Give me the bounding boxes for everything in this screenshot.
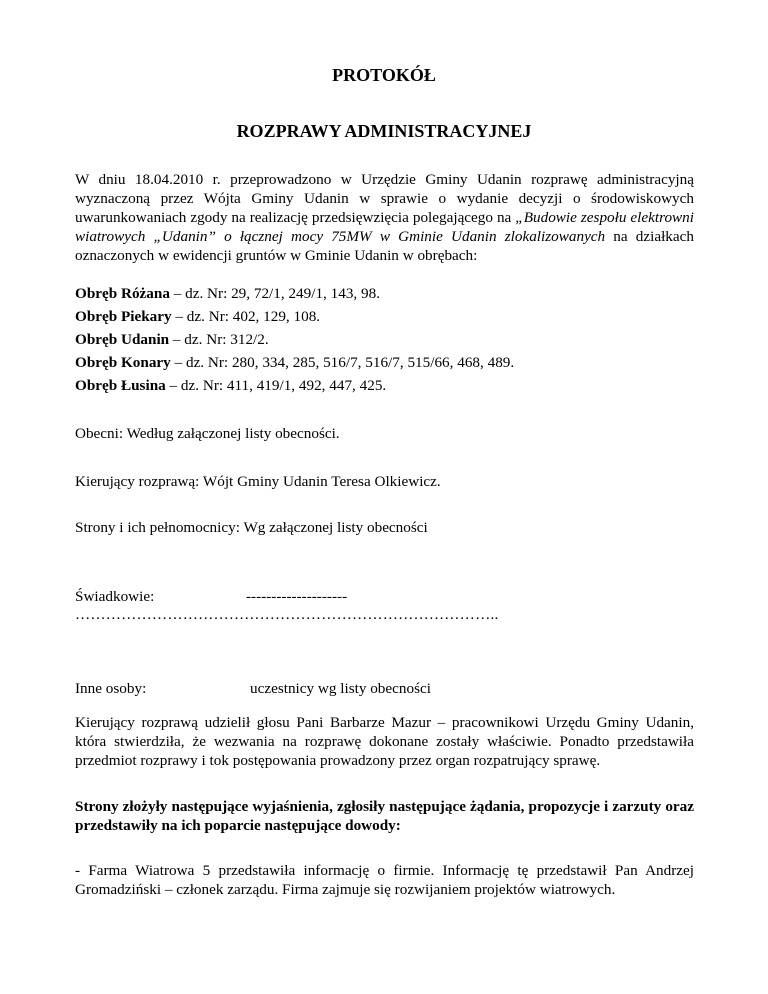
obreb-row-udanin xyxy=(75,330,269,349)
swiadkowie-dots: ……………………………………………………………………….. xyxy=(75,606,499,623)
intro-text-italic: „Budowie zespołu elektrowni wiatrowych „Udanin” o łącznej mocy 75MW w Gminie Udanin zlokalizowanych xyxy=(75,209,694,245)
obreb-plots: – dz. Nr: 280, 334, 285, 516/7, 516/7, 515/66, 468, 489. xyxy=(170,354,515,371)
mazur-paragraph: Kierujący rozprawą udzielił głosu Pani Barbarze Mazur – pracownikowi Urzędu Gminy Udanin, która stwierdziła, że wezwania na rozprawę dokonane zostały właściwie. Ponadto przedstawiła przedmiot rozprawy i tok postępowania prowadzony przez organ rozpatrujący sprawę. xyxy=(75,714,694,769)
intro-text-part2: na działkach oznaczonych w ewidencji gruntów w Gminie Udanin w obrębach: xyxy=(75,228,694,264)
inne-osoby-value: uczestnicy wg listy obecności xyxy=(250,680,431,697)
document-subtitle: ROZPRAWY ADMINISTRACYJNEJ xyxy=(236,121,532,141)
farma-paragraph: - Farma Wiatrowa 5 przedstawiła informację o firmie. Informację tę przedstawił Pan Andrzej Gromadziński – członek zarządu. Firma zajmuje się rozwijaniem projektów wiatrowych. xyxy=(75,862,694,898)
swiadkowie-label: Świadkowie: xyxy=(75,588,155,605)
obecni-line: Obecni: Według załączonej listy obecności. xyxy=(75,425,340,442)
obreb-name: Obręb Udanin xyxy=(75,331,170,348)
swiadkowie-dashes: -------------------- xyxy=(246,588,348,605)
obreb-row-piekary xyxy=(75,307,320,326)
obreb-row-rozana xyxy=(75,284,380,303)
document-title: PROTOKÓŁ xyxy=(332,65,436,85)
strony-bold-paragraph: Strony złożyły następujące wyjaśnienia, zgłosiły następujące żądania, propozycje i zarzuty oraz przedstawiły na ich poparcie następujące dowody: xyxy=(75,798,694,834)
obreb-name: Obręb Łusina xyxy=(75,377,166,394)
obreb-name: Obręb Piekary xyxy=(75,308,172,325)
strony-line: Strony i ich pełnomocnicy: Wg załączonej listy obecności xyxy=(75,519,428,536)
obreb-row-konary xyxy=(75,353,514,372)
inne-osoby-label: Inne osoby: xyxy=(75,680,147,697)
obreb-plots: – dz. Nr: 402, 129, 108. xyxy=(171,308,321,325)
obreb-plots: – dz. Nr: 312/2. xyxy=(169,331,269,348)
intro-paragraph xyxy=(75,170,694,265)
kierujacy-line: Kierujący rozprawą: Wójt Gminy Udanin Teresa Olkiewicz. xyxy=(75,473,441,490)
obreb-plots: – dz. Nr: 411, 419/1, 492, 447, 425. xyxy=(165,377,387,394)
obreb-row-lusina xyxy=(75,376,386,395)
intro-text-part1: W dniu 18.04.2010 r. przeprowadzono w Urzędzie Gminy Udanin rozprawę administracyjną wyznaczoną przez Wójta Gminy Udanin w sprawie o wydanie decyzji o środowiskowych uwarunkowaniach zgody na realizację przedsięwzięcia polegającego na xyxy=(75,171,694,226)
obreb-name: Obręb Konary xyxy=(75,354,171,371)
obreb-plots: – dz. Nr: 29, 72/1, 249/1, 143, 98. xyxy=(169,285,381,302)
obreb-name: Obręb Różana xyxy=(75,285,170,302)
